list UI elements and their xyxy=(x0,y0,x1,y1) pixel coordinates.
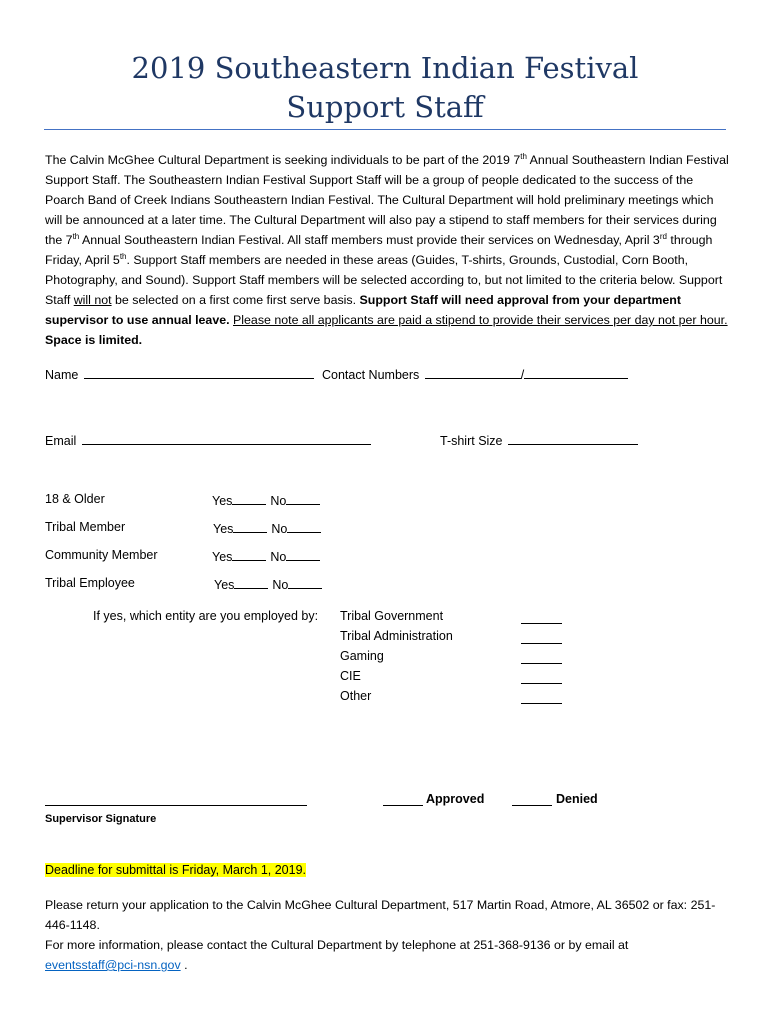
entity-option-blank[interactable] xyxy=(521,703,562,704)
email-blank[interactable] xyxy=(82,432,371,445)
yes-no-choice: Yes No xyxy=(213,520,321,536)
title-line-1: 2019 Southeastern Indian Festival xyxy=(131,51,639,85)
entity-option-blank[interactable] xyxy=(521,643,562,644)
supervisor-signature-line[interactable] xyxy=(45,805,307,806)
question-label: Tribal Member xyxy=(45,520,126,534)
yes-blank[interactable] xyxy=(234,576,268,589)
denied-blank[interactable] xyxy=(512,805,552,806)
yes-no-choice: Yes No xyxy=(212,492,320,508)
name-blank[interactable] xyxy=(84,366,314,379)
question-label: Community Member xyxy=(45,548,158,562)
email-link[interactable]: eventsstaff@pci-nsn.gov xyxy=(45,958,181,972)
contact-blank-1[interactable] xyxy=(425,366,521,379)
supervisor-signature-label: Supervisor Signature xyxy=(45,813,157,825)
approved-label: Approved xyxy=(426,792,485,806)
no-blank[interactable] xyxy=(288,576,322,589)
entity-option-label: Tribal Administration xyxy=(340,629,453,643)
no-blank[interactable] xyxy=(286,492,320,505)
yes-blank[interactable] xyxy=(232,548,266,561)
yes-no-choice: Yes No xyxy=(214,576,322,592)
email-label: Email xyxy=(45,434,77,448)
entity-option-label: Gaming xyxy=(340,649,384,663)
title-line-2: Support Staff xyxy=(286,90,484,124)
email-field xyxy=(45,432,371,448)
no-blank[interactable] xyxy=(287,520,321,533)
entity-option-blank[interactable] xyxy=(521,683,562,684)
tshirt-field xyxy=(440,432,638,448)
intro-paragraph: The Calvin McGhee Cultural Department is seeking individuals to be part of the 2019 7th Annual Southeastern Indian Festival Support Staff. The Southeastern Indian Festival Support Staff will be a group of people dedicated to the success of the Poarch Band of Creek Indians Southeastern Indian Festival. The Cultural Department will hold preliminary meetings which will be announced at a later time. The Cultural Department will also pay a stipend to staff members for their services during the 7th Annual Southeastern Indian Festival. All staff members must provide their services on Wednesday, April 3rd through Friday, April 5th. Support Staff members are needed in these areas (Guides, T-shirts, Grounds, Custodial, Corn Booth, Photography, and Sound). Support Staff members will be selected according to, but not limited to the criteria below. Support Staff will not be selected on a first come first serve basis. Support Staff will need approval from your department supervisor to use annual leave. Please note all applicants are paid a stipend to provide their services per day not per hour. Space is limited. xyxy=(45,151,729,347)
denied-label: Denied xyxy=(556,792,598,806)
entity-option-label: Tribal Government xyxy=(340,609,444,623)
entity-option-label: CIE xyxy=(340,669,361,683)
entity-option-blank[interactable] xyxy=(521,623,562,624)
deadline-notice: Deadline for submittal is Friday, March 1, 2019. xyxy=(45,863,306,877)
entity-question: If yes, which entity are you employed by: xyxy=(93,609,319,623)
contact-blank-2[interactable] xyxy=(524,366,628,379)
name-label: Name xyxy=(45,368,79,382)
yes-no-choice: Yes No xyxy=(212,548,320,564)
question-label: 18 & Older xyxy=(45,492,105,506)
tshirt-blank[interactable] xyxy=(508,432,638,445)
question-label: Tribal Employee xyxy=(45,576,135,590)
title-divider xyxy=(44,129,726,130)
yes-blank[interactable] xyxy=(233,520,267,533)
no-blank[interactable] xyxy=(286,548,320,561)
approved-blank[interactable] xyxy=(383,805,423,806)
name-field xyxy=(45,366,314,382)
contact-label: Contact Numbers xyxy=(322,368,420,382)
contact-field xyxy=(322,366,628,382)
contact-separator: / xyxy=(520,368,525,382)
tshirt-label: T-shirt Size xyxy=(440,434,503,448)
contact-info: For more information, please contact the Cultural Department by telephone at 251-368-9136 or by email at eventsstaff@pci-nsn.gov . xyxy=(45,938,629,972)
entity-option-label: Other xyxy=(340,689,372,703)
return-instructions: Please return your application to the Calvin McGhee Cultural Department, 517 Martin Road, Atmore, AL 36502 or fax: 251-446-1148. xyxy=(45,898,716,932)
entity-option-blank[interactable] xyxy=(521,663,562,664)
yes-blank[interactable] xyxy=(232,492,266,505)
